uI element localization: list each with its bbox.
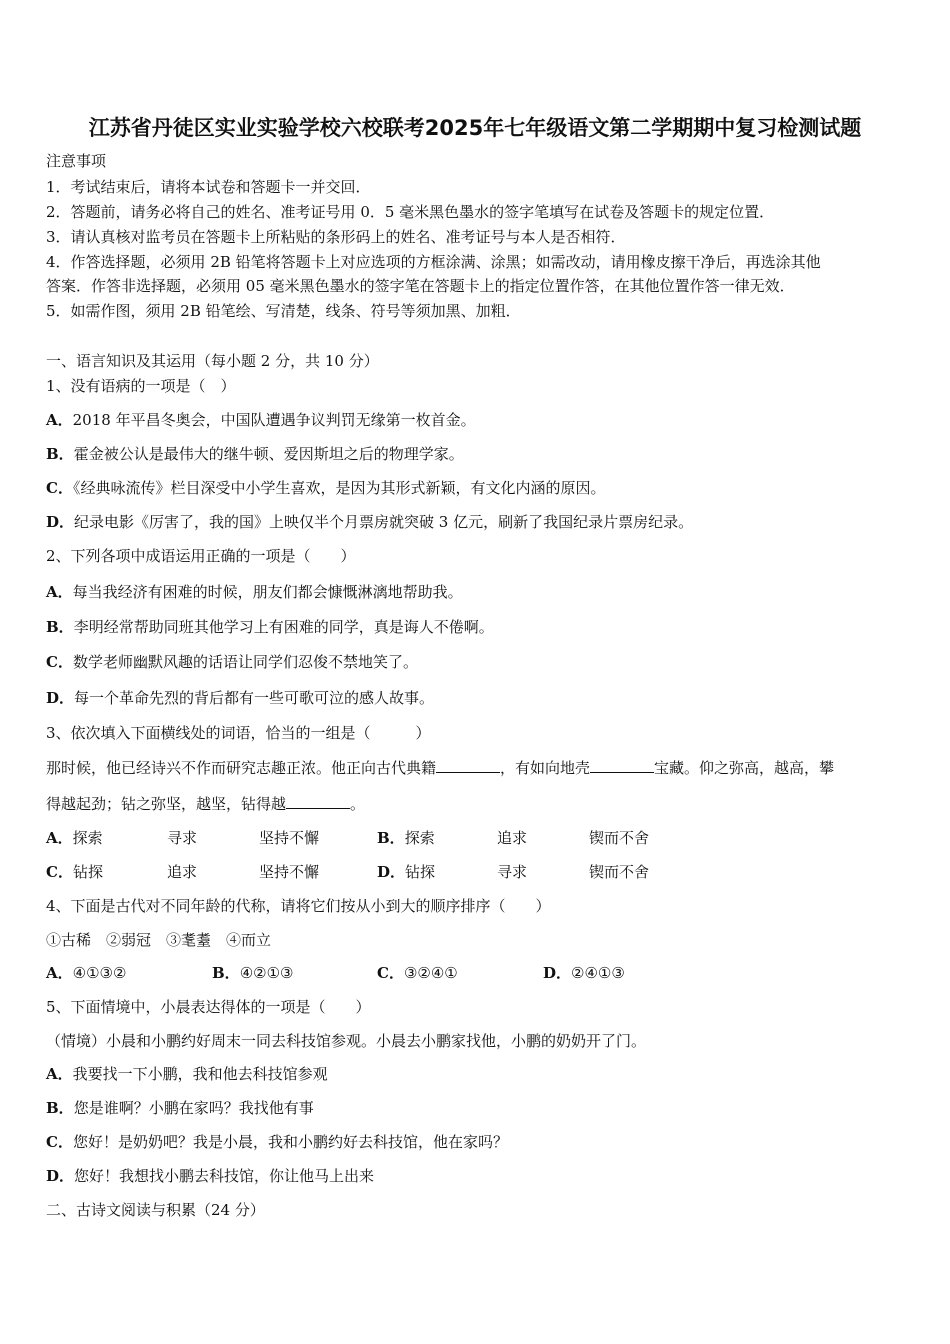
option-text: 锲而不舍 [589, 863, 650, 881]
section-heading: 一、语言知识及其运用（每小题 2 分，共 10 分） [46, 352, 379, 370]
notice-heading: 注意事项 [46, 152, 107, 170]
passage-text: 得越起劲；钻之弥坚，越坚，钻得越 [46, 795, 287, 813]
fill-blank [286, 794, 350, 809]
option-c [46, 862, 103, 882]
section-heading: 二、古诗文阅读与积累（24 分） [46, 1201, 265, 1219]
notice-item: 答案．作答非选择题，必须用 05 毫米黑色墨水的签字笔在答题卡上的指定位置作答，在其他位置作答一律无效． [46, 277, 795, 295]
notice-item: 1．考试结束后，请将本试卷和答题卡一并交回． [46, 178, 371, 196]
option-b [46, 1098, 314, 1118]
option-d [46, 1166, 374, 1186]
option-d [377, 862, 435, 882]
notice-item: 3．请认真核对监考员在答题卡上所粘贴的条形码上的姓名、准考证号与本人是否相符． [46, 228, 626, 246]
option-label: D． [46, 689, 75, 707]
option-text: 钻探 [405, 863, 436, 881]
page-title: 江苏省丹徒区实业实验学校六校联考2025年七年级语文第二学期期中复习检测试题 [88, 116, 862, 140]
option-c [46, 478, 605, 498]
option-text: 锲而不舍 [589, 829, 650, 847]
notice-item: 5．如需作图，须用 2B 铅笔绘、写清楚，线条、符号等须加黑、加粗． [46, 302, 521, 320]
option-text: 您是谁啊？小鹏在家吗？我找他有事 [73, 1099, 314, 1117]
fill-blank [590, 758, 654, 773]
option-a [46, 410, 476, 430]
option-text: 寻求 [497, 863, 528, 881]
passage-text: ，有如向地壳 [500, 759, 591, 777]
option-label: A． [46, 1065, 73, 1083]
option-a [46, 828, 103, 848]
option-text: ②④①③ [571, 964, 625, 982]
option-label: C． [46, 1133, 73, 1151]
option-text: 纪录电影《厉害了，我的国》上映仅半个月票房就突破 3 亿元，刷新了我国纪录片票房纪录。 [74, 513, 694, 531]
option-label: B． [46, 445, 74, 463]
option-label: C． [46, 653, 73, 671]
option-label: D． [377, 863, 406, 881]
option-d [46, 688, 434, 708]
option-text: 追求 [497, 829, 528, 847]
option-label: B． [377, 829, 405, 847]
question-stem: 2、下列各项中成语运用正确的一项是（ ） [46, 547, 356, 565]
option-label: A． [46, 964, 73, 982]
option-text: 探索 [404, 829, 435, 847]
option-label: A． [46, 583, 73, 601]
option-text: 坚持不懈 [259, 863, 320, 881]
option-c [46, 652, 418, 672]
option-text: ③②④① [403, 964, 458, 982]
option-b [212, 963, 293, 983]
option-text: 每一个革命先烈的背后都有一些可歌可泣的感人故事。 [74, 689, 435, 707]
option-label: B． [212, 964, 240, 982]
option-text: 我要找一下小鹏，我和他去科技馆参观 [72, 1065, 328, 1083]
option-label: B． [46, 618, 74, 636]
option-label: A． [46, 411, 73, 429]
option-label: C． [377, 964, 404, 982]
option-text: 2018 年平昌冬奥会，中国队遭遇争议判罚无缘第一枚首金。 [72, 411, 476, 429]
option-text: 您好！是奶奶吧？我是小晨，我和小鹏约好去科技馆，他在家吗？ [72, 1133, 508, 1151]
option-text: 坚持不懈 [259, 829, 320, 847]
option-text: ④①③② [72, 964, 127, 982]
option-label: C． [46, 479, 73, 497]
passage-line [46, 758, 834, 778]
option-text: 钻探 [72, 863, 103, 881]
option-b [46, 617, 494, 637]
option-label: D． [46, 1167, 75, 1185]
question-stem: 5、下面情境中，小晨表达得体的一项是（ ） [46, 998, 371, 1016]
option-a [46, 582, 463, 602]
option-text: 寻求 [167, 829, 198, 847]
option-c [46, 1132, 508, 1152]
passage-text: 宝藏。仰之弥高，越高，攀 [654, 759, 835, 777]
question-stem: 1、没有语病的一项是（ ） [46, 377, 236, 395]
option-text: 每当我经济有困难的时候，朋友们都会慷慨淋漓地帮助我。 [72, 583, 463, 601]
option-d [543, 963, 625, 983]
passage-line [46, 794, 365, 814]
option-label: B． [46, 1099, 74, 1117]
option-label: D． [543, 964, 572, 982]
option-b [377, 828, 435, 848]
fill-blank [436, 758, 500, 773]
option-d [46, 512, 693, 532]
option-text: 李明经常帮助同班其他学习上有困难的同学，真是诲人不倦啊。 [73, 618, 494, 636]
passage-text: 。 [350, 795, 366, 813]
option-text: 探索 [72, 829, 103, 847]
question-stem: 3、依次填入下面横线处的词语，恰当的一组是（ ） [46, 724, 431, 742]
option-label: D． [46, 513, 75, 531]
option-text: 《经典咏流传》栏目深受中小学生喜欢，是因为其形式新颖，有文化内涵的原因。 [72, 479, 606, 497]
option-text: ④②①③ [239, 964, 294, 982]
question-stem: 4、下面是古代对不同年龄的代称，请将它们按从小到大的顺序排序（ ） [46, 897, 551, 915]
option-a [46, 963, 126, 983]
passage-text: 那时候，他已经诗兴不作而研究志趣正浓。他正向古代典籍 [46, 759, 437, 777]
option-label: C． [46, 863, 73, 881]
option-label: A． [46, 829, 73, 847]
notice-item: 4．作答选择题，必须用 2B 铅笔将答题卡上对应选项的方框涂满、涂黑；如需改动，请用橡皮擦干净后，再选涂其他 [46, 253, 821, 271]
option-text: 数学老师幽默风趣的话语让同学们忍俊不禁地笑了。 [72, 653, 418, 671]
notice-item: 2．答题前，请务必将自己的姓名、准考证号用 0．5 毫米黑色墨水的签字笔填写在试卷及答题卡的规定位置． [46, 203, 775, 221]
option-b [46, 444, 464, 464]
option-c [377, 963, 458, 983]
option-text: 霍金被公认是最伟大的继牛顿、爱因斯坦之后的物理学家。 [73, 445, 464, 463]
option-text: 您好！我想找小鹏去科技馆，你让他马上出来 [74, 1167, 375, 1185]
situation-text: （情境）小晨和小鹏约好周末一同去科技馆参观。小晨去小鹏家找他，小鹏的奶奶开了门。 [46, 1032, 647, 1050]
age-terms: ①古稀 ②弱冠 ③耄耋 ④而立 [46, 931, 272, 949]
option-a [46, 1064, 328, 1084]
option-text: 追求 [167, 863, 198, 881]
